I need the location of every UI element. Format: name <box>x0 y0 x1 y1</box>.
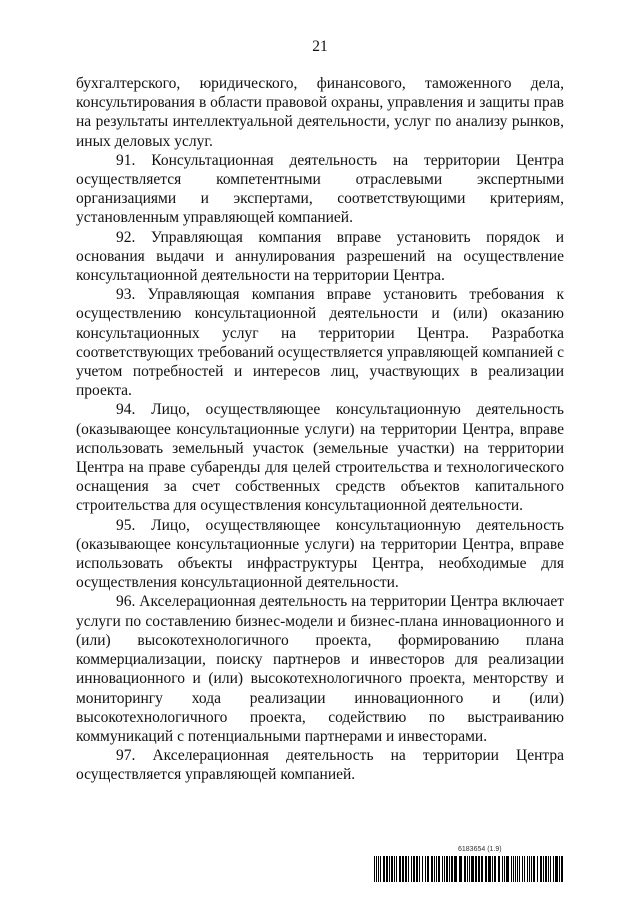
barcode-bar <box>498 856 500 882</box>
barcode-bar <box>537 856 538 882</box>
barcode-bar <box>422 856 423 882</box>
paragraph-continuation: бухгалтерского, юридического, финансового, таможенного дела, консультирования в области правовой охраны, управления и защиты прав на результаты интеллектуальной деятельности, услуг по анализу рынков, иных деловых услуг. <box>76 75 564 150</box>
barcode-bar <box>531 856 532 882</box>
barcode-bar <box>464 856 466 882</box>
barcode-bar <box>502 856 503 882</box>
paragraph-94: 94. Лицо, осуществляющее консультационную деятельность (оказывающее консультационные услуги) на территории Центра, вправе использовать земельный участок (земельные участки) на территории Центра на праве субаренды для целей строительства и технологического оснащения за счет собственных средств объектов капитального строительства для осуществления консультационной деятельности. <box>76 401 564 515</box>
barcode-bar <box>405 856 407 882</box>
barcode-bar <box>515 856 516 882</box>
barcode-bar <box>446 856 448 882</box>
barcode-bar <box>419 856 420 882</box>
barcode-bar <box>545 856 547 882</box>
document-code: 6183654 (1.9) <box>458 846 502 853</box>
paragraph-95: 95. Лицо, осуществляющее консультационную деятельность (оказывающее консультационные услуги) на территории Центра, вправе использовать объекты инфраструктуры Центра, необходимые для осуществления консультационной деятельности. <box>76 516 564 592</box>
page-number: 21 <box>312 38 328 55</box>
barcode <box>374 856 566 882</box>
barcode-bar <box>522 856 523 882</box>
barcode-bar <box>451 856 453 882</box>
barcode-bar <box>559 856 560 882</box>
barcode-bar <box>380 856 381 882</box>
barcode-bar <box>469 856 470 882</box>
barcode-bar <box>383 856 385 882</box>
barcode-bar <box>471 856 474 882</box>
document-body <box>76 74 564 785</box>
barcode-bar <box>396 856 397 882</box>
barcode-bar <box>543 856 544 882</box>
barcode-bar <box>416 856 418 882</box>
barcode-bar <box>555 856 558 882</box>
barcode-bar <box>389 856 390 882</box>
barcode-bar <box>449 856 450 882</box>
barcode-bar <box>459 856 462 882</box>
barcode-bar <box>519 856 520 882</box>
barcode-bar <box>548 856 549 882</box>
barcode-bar <box>442 856 443 882</box>
barcode-bar <box>529 856 530 882</box>
barcode-bar <box>527 856 528 882</box>
barcode-bar <box>475 856 477 882</box>
paragraph-93: 93. Управляющая компания вправе установить требования к осуществлению консультационной деятельности и (или) оказанию консультационных услуг на территории Центра. Разработка соответствующих требований осуществляется управляющей компанией с учетом потребностей и интересов лиц, участвующих в реализации проекта. <box>76 286 564 400</box>
barcode-bar <box>454 856 457 882</box>
barcode-bar <box>378 856 379 882</box>
barcode-bar <box>533 856 535 882</box>
barcode-bar <box>492 856 493 882</box>
barcode-bar <box>434 856 435 882</box>
barcode-bar <box>427 856 429 882</box>
barcode-bar <box>376 856 377 882</box>
barcode-bar <box>467 856 468 882</box>
barcode-bar <box>561 856 563 882</box>
paragraph-92: 92. Управляющая компания вправе установить порядок и основания выдачи и аннулирования разрешений на осуществление консультационной деятельности на территории Центра. <box>76 228 564 285</box>
paragraph-96: 96. Акселерационная деятельность на территории Центра включает услуги по составлению бизнес-модели и бизнес-плана инновационного и (или) высокотехнологичного проекта, формированию плана коммерциализации, поиску партнеров и инвесторов для реализации инновационного и (или) высокотехнологичного проекта, менторству и мониторингу хода реализации инновационного и (или) высокотехнологичного проекта, содействию по выстраиванию коммуникаций с потенциальными партнерами и инвесторами. <box>76 593 564 745</box>
barcode-bar <box>494 856 496 882</box>
barcode-bar <box>540 856 542 882</box>
barcode-bar <box>511 856 512 882</box>
barcode-bar <box>517 856 518 882</box>
barcode-bar <box>481 856 483 882</box>
barcode-bar <box>513 856 514 882</box>
barcode-bar <box>524 856 525 882</box>
barcode-bar <box>438 856 440 882</box>
barcode-bar <box>550 856 551 882</box>
barcode-bar <box>436 856 437 882</box>
barcode-bar <box>478 856 480 882</box>
paragraph-91: 91. Консультационная деятельность на территории Центра осуществляется компетентными отраслевыми экспертными организациями и экспертами, соответствующими критериям, установленным управляющей компанией. <box>76 151 564 227</box>
barcode-bar <box>391 856 393 882</box>
barcode-bar <box>431 856 433 882</box>
barcode-bar <box>553 856 554 882</box>
barcode-bar <box>425 856 426 882</box>
barcode-bar <box>444 856 445 882</box>
barcode-bar <box>485 856 487 882</box>
barcode-bar <box>374 856 375 882</box>
barcode-bar <box>408 856 409 882</box>
barcode-bar <box>402 856 404 882</box>
barcode-bar <box>488 856 491 882</box>
barcode-bar <box>399 856 401 882</box>
barcode-bar <box>411 856 412 882</box>
barcode-bar <box>394 856 395 882</box>
barcode-bar <box>413 856 415 882</box>
barcode-bar <box>506 856 509 882</box>
paragraph-97: 97. Акселерационная деятельность на территории Центра осуществляется управляющей компанией. <box>76 747 564 784</box>
barcode-bar <box>504 856 505 882</box>
barcode-bar <box>386 856 388 882</box>
